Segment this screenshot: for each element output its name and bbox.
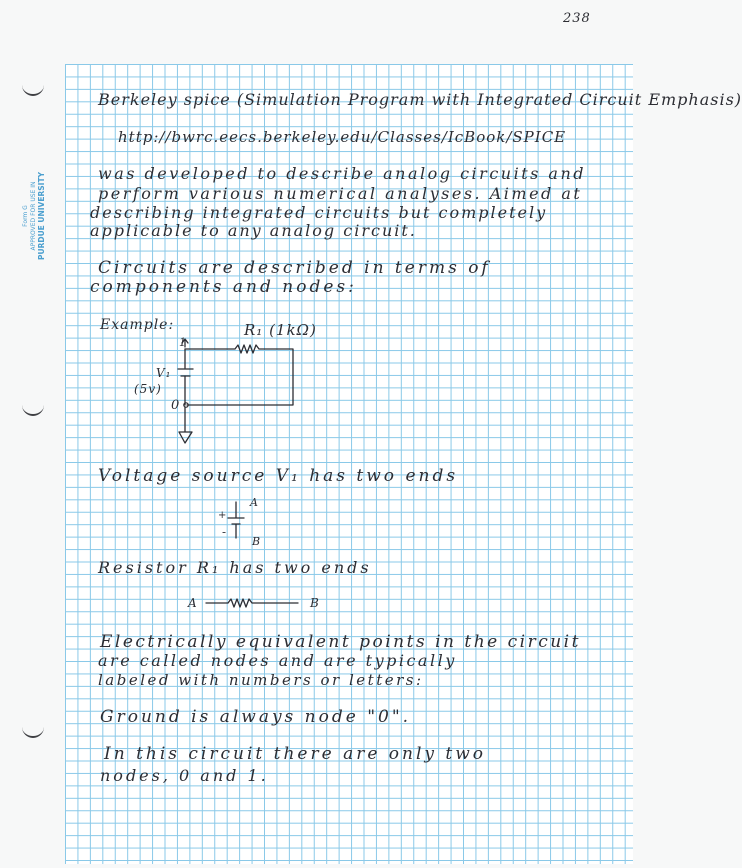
node-zero-label: 0 xyxy=(171,398,181,413)
page-title: Berkeley spice (Simulation Program with Integrated Circuit Emphasis) xyxy=(98,90,742,109)
stamp-approved: APPROVED FOR USE IN xyxy=(30,181,37,251)
node-one-label: 1 xyxy=(179,336,187,349)
intro-line: was developed to describe analog circuits and xyxy=(98,164,587,183)
nodes-line: nodes, 0 and 1. xyxy=(100,766,269,785)
page-number: 238 xyxy=(563,11,591,26)
intro-line: applicable to any analog circuit. xyxy=(90,221,417,240)
resistor-end-a: A xyxy=(188,596,198,610)
plus-terminal: + xyxy=(218,510,228,521)
circuit-desc-line: Circuits are described in terms of xyxy=(98,258,491,278)
battery-end-b: B xyxy=(252,535,262,548)
nodes-line: In this circuit there are only two xyxy=(104,744,487,764)
source-v1-label: V₁ xyxy=(156,366,172,380)
equivalent-line: Electrically equivalent points in the circuit xyxy=(100,632,581,652)
spice-url: http://bwrc.eecs.berkeley.edu/Classes/IcBook/SPICE xyxy=(118,128,567,146)
ground-line: Ground is always node "0". xyxy=(100,707,412,727)
example-label: Example: xyxy=(100,317,175,333)
resistor-end-b: B xyxy=(310,596,320,610)
minus-terminal: - xyxy=(222,525,228,539)
stamp-form: Form G xyxy=(22,205,29,227)
intro-line: perform various numerical analyses. Aimed at xyxy=(98,184,583,203)
circuit-desc-line: components and nodes: xyxy=(90,277,357,297)
equivalent-line: labeled with numbers or letters: xyxy=(98,671,424,689)
battery-end-a: A xyxy=(250,496,259,509)
voltage-source-line: Voltage source V₁ has two ends xyxy=(98,466,459,486)
resistor-r1-label: R₁ (1kΩ) xyxy=(244,321,317,339)
source-v1-value: (5v) xyxy=(134,382,162,396)
stamp-university: PURDUE UNIVERSITY xyxy=(37,172,46,261)
equivalent-line: are called nodes and are typically xyxy=(98,651,457,670)
resistor-line: Resistor R₁ has two ends xyxy=(98,558,372,577)
intro-line: describing integrated circuits but completely xyxy=(90,203,548,222)
